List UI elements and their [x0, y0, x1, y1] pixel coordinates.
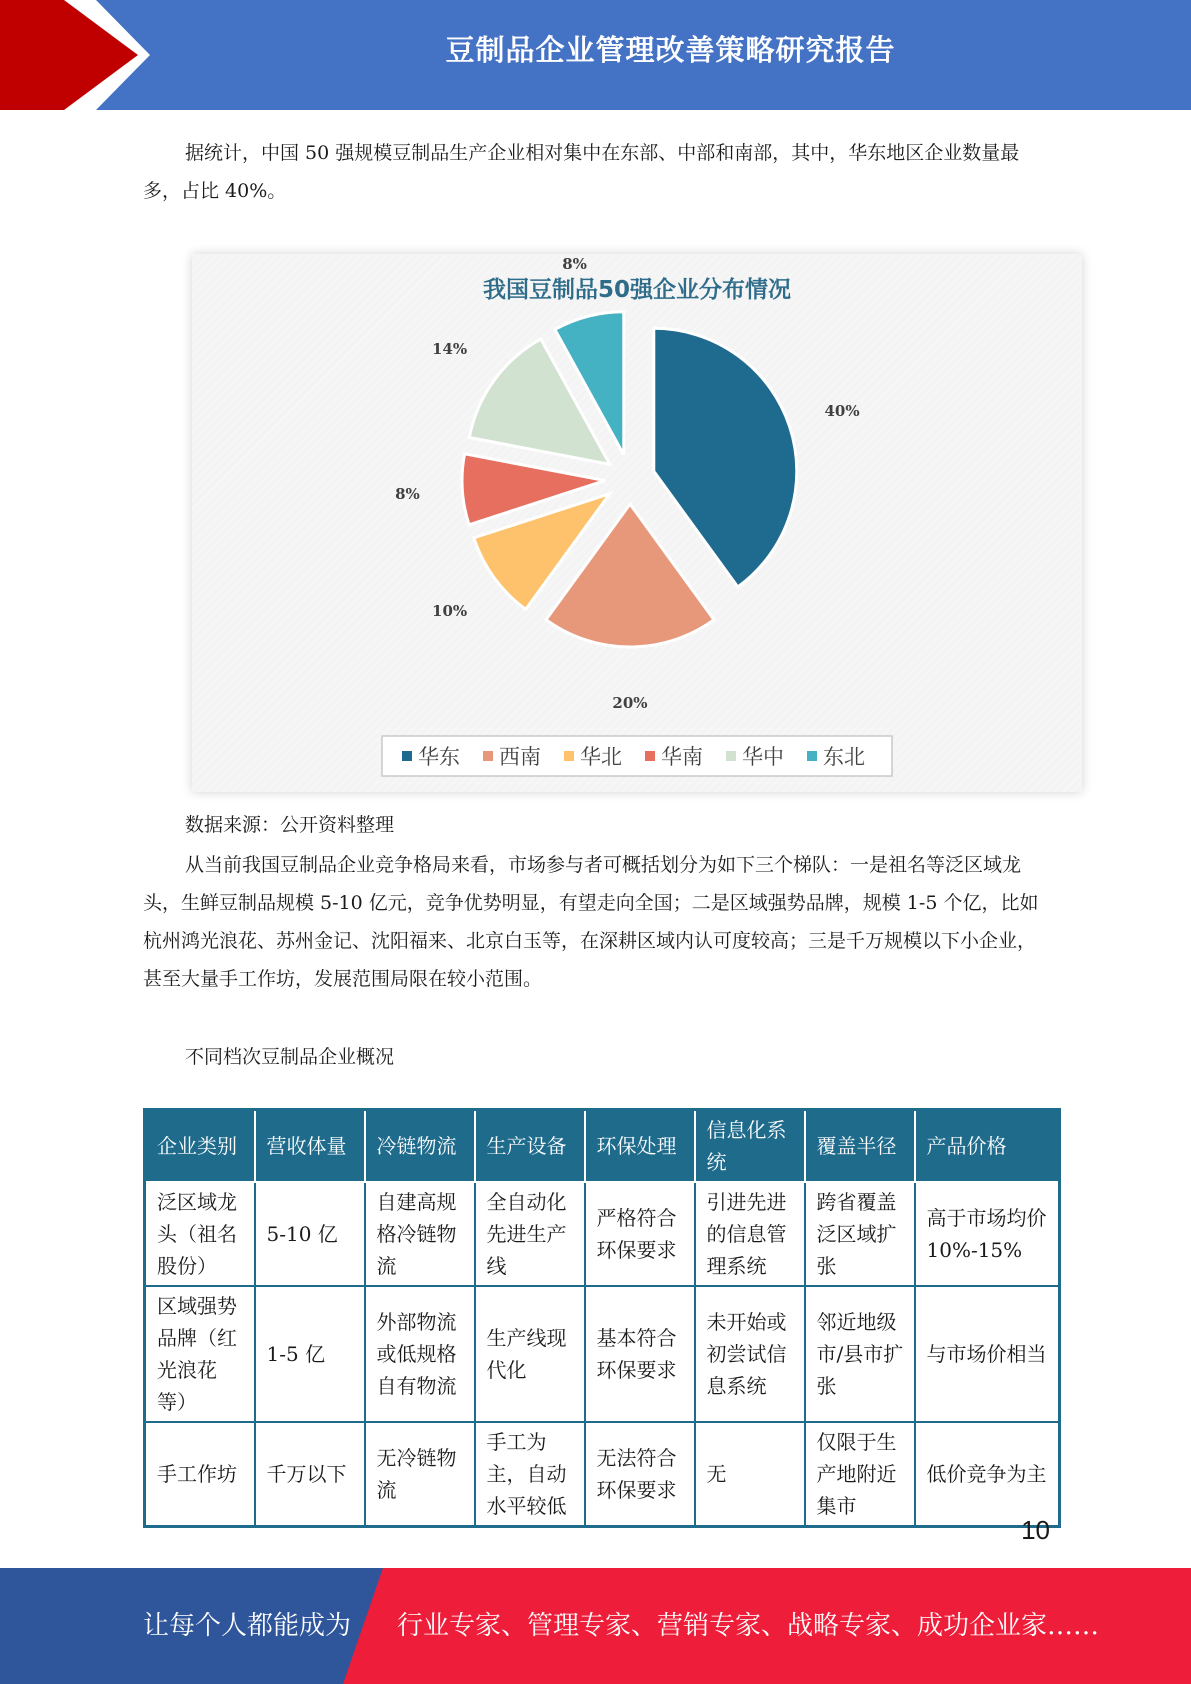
intro-paragraph: 据统计，中国 50 强规模豆制品生产企业相对集中在东部、中部和南部，其中，华东地区企业数量最多，占比 40%。 — [143, 142, 1020, 202]
legend-swatch — [564, 751, 574, 761]
header-cell: 覆盖半径 — [805, 1110, 915, 1183]
legend-label: 华中 — [742, 745, 784, 769]
header-cell: 环保处理 — [585, 1110, 695, 1183]
pie-chart — [192, 254, 1082, 792]
table-cell: 与市场价相当 — [915, 1286, 1060, 1422]
pie-chart-panel — [192, 254, 1082, 792]
header-title: 豆制品企业管理改善策略研究报告 — [445, 33, 896, 67]
legend-label: 西南 — [499, 745, 541, 769]
table-cell: 生产线现代化 — [475, 1286, 585, 1422]
table-row — [145, 1286, 1060, 1422]
table-caption: 不同档次豆制品企业概况 — [185, 1046, 395, 1068]
table-cell: 1-5 亿 — [255, 1286, 365, 1422]
header-cell: 信息化系统 — [695, 1110, 805, 1183]
page-header — [0, 0, 1191, 110]
pie-data-label: 40% — [824, 402, 860, 421]
legend-label: 东北 — [823, 745, 865, 769]
chart-title: 我国豆制品50强企业分布情况 — [482, 277, 792, 303]
table-cell: 外部物流或低规格自有物流 — [365, 1286, 475, 1422]
table-cell: 5-10 亿 — [255, 1182, 365, 1286]
header-arrow-decoration — [0, 0, 160, 110]
table-cell: 未开始或初尝试信息系统 — [695, 1286, 805, 1422]
legend-swatch — [402, 751, 412, 761]
body-paragraph: 从当前我国豆制品企业竞争格局来看，市场参与者可概括划分为如下三个梯队：一是祖名等泛区域龙头，生鲜豆制品规模 5-10 亿元，竞争优势明显，有望走向全国；二是区域强势品牌，规模 1-5 个亿，比如杭州鸿光浪花、苏州金记、沈阳福来、北京白玉等，在深耕区域内认可度较高；三是千万规模以下小企业，甚至大量手工作坊，发展范围局限在较小范围。 — [143, 854, 1039, 990]
table-row — [145, 1182, 1060, 1286]
table-cell: 引进先进的信息管理系统 — [695, 1182, 805, 1286]
legend-swatch — [645, 751, 655, 761]
pie-data-label: 20% — [612, 694, 648, 712]
table-cell: 基本符合环保要求 — [585, 1286, 695, 1422]
legend-label: 华南 — [661, 745, 703, 769]
header-cell: 冷链物流 — [365, 1110, 475, 1183]
table-cell: 邻近地级市/县市扩张 — [805, 1286, 915, 1422]
legend-label: 华北 — [580, 745, 622, 769]
header-cell: 企业类别 — [145, 1110, 255, 1183]
header-cell: 产品价格 — [915, 1110, 1060, 1183]
pie-data-label: 8% — [395, 485, 420, 504]
pie-data-label: 10% — [432, 602, 468, 621]
pie-data-label: 8% — [562, 255, 587, 274]
table-cell: 手工为主，自动水平较低 — [475, 1422, 585, 1527]
table-cell: 无 — [695, 1422, 805, 1527]
enterprise-tier-table — [143, 1108, 1061, 1528]
table-row — [145, 1422, 1060, 1527]
legend-swatch — [726, 751, 736, 761]
legend-swatch — [483, 751, 493, 761]
header-cell: 生产设备 — [475, 1110, 585, 1183]
legend-swatch — [807, 751, 817, 761]
footer-titles-text: 行业专家、管理专家、营销专家、战略专家、成功企业家…… — [397, 1611, 1100, 1641]
table-cell: 全自动化先进生产线 — [475, 1182, 585, 1286]
page-number: 10 — [1021, 1515, 1050, 1545]
source-note: 数据来源：公开资料整理 — [185, 814, 395, 836]
footer-lead-text: 让每个人都能成为 — [143, 1611, 352, 1641]
table-cell: 泛区域龙头（祖名股份） — [145, 1182, 255, 1286]
table-cell: 跨省覆盖泛区域扩张 — [805, 1182, 915, 1286]
table-cell: 低价竞争为主 — [915, 1422, 1060, 1527]
table-cell: 无法符合环保要求 — [585, 1422, 695, 1527]
table-cell: 严格符合环保要求 — [585, 1182, 695, 1286]
page-footer — [0, 1568, 1191, 1684]
legend-label: 华东 — [418, 745, 460, 769]
table-cell: 高于市场均价 10%-15% — [915, 1182, 1060, 1286]
table-cell: 手工作坊 — [145, 1422, 255, 1527]
pie-data-label: 14% — [432, 339, 468, 358]
table-cell: 区域强势品牌（红光浪花等） — [145, 1286, 255, 1422]
table-cell: 仅限于生产地附近集市 — [805, 1422, 915, 1527]
table-cell: 千万以下 — [255, 1422, 365, 1527]
table-cell: 无冷链物流 — [365, 1422, 475, 1527]
header-cell: 营收体量 — [255, 1110, 365, 1183]
table-header-row — [145, 1110, 1060, 1183]
table-cell: 自建高规格冷链物流 — [365, 1182, 475, 1286]
